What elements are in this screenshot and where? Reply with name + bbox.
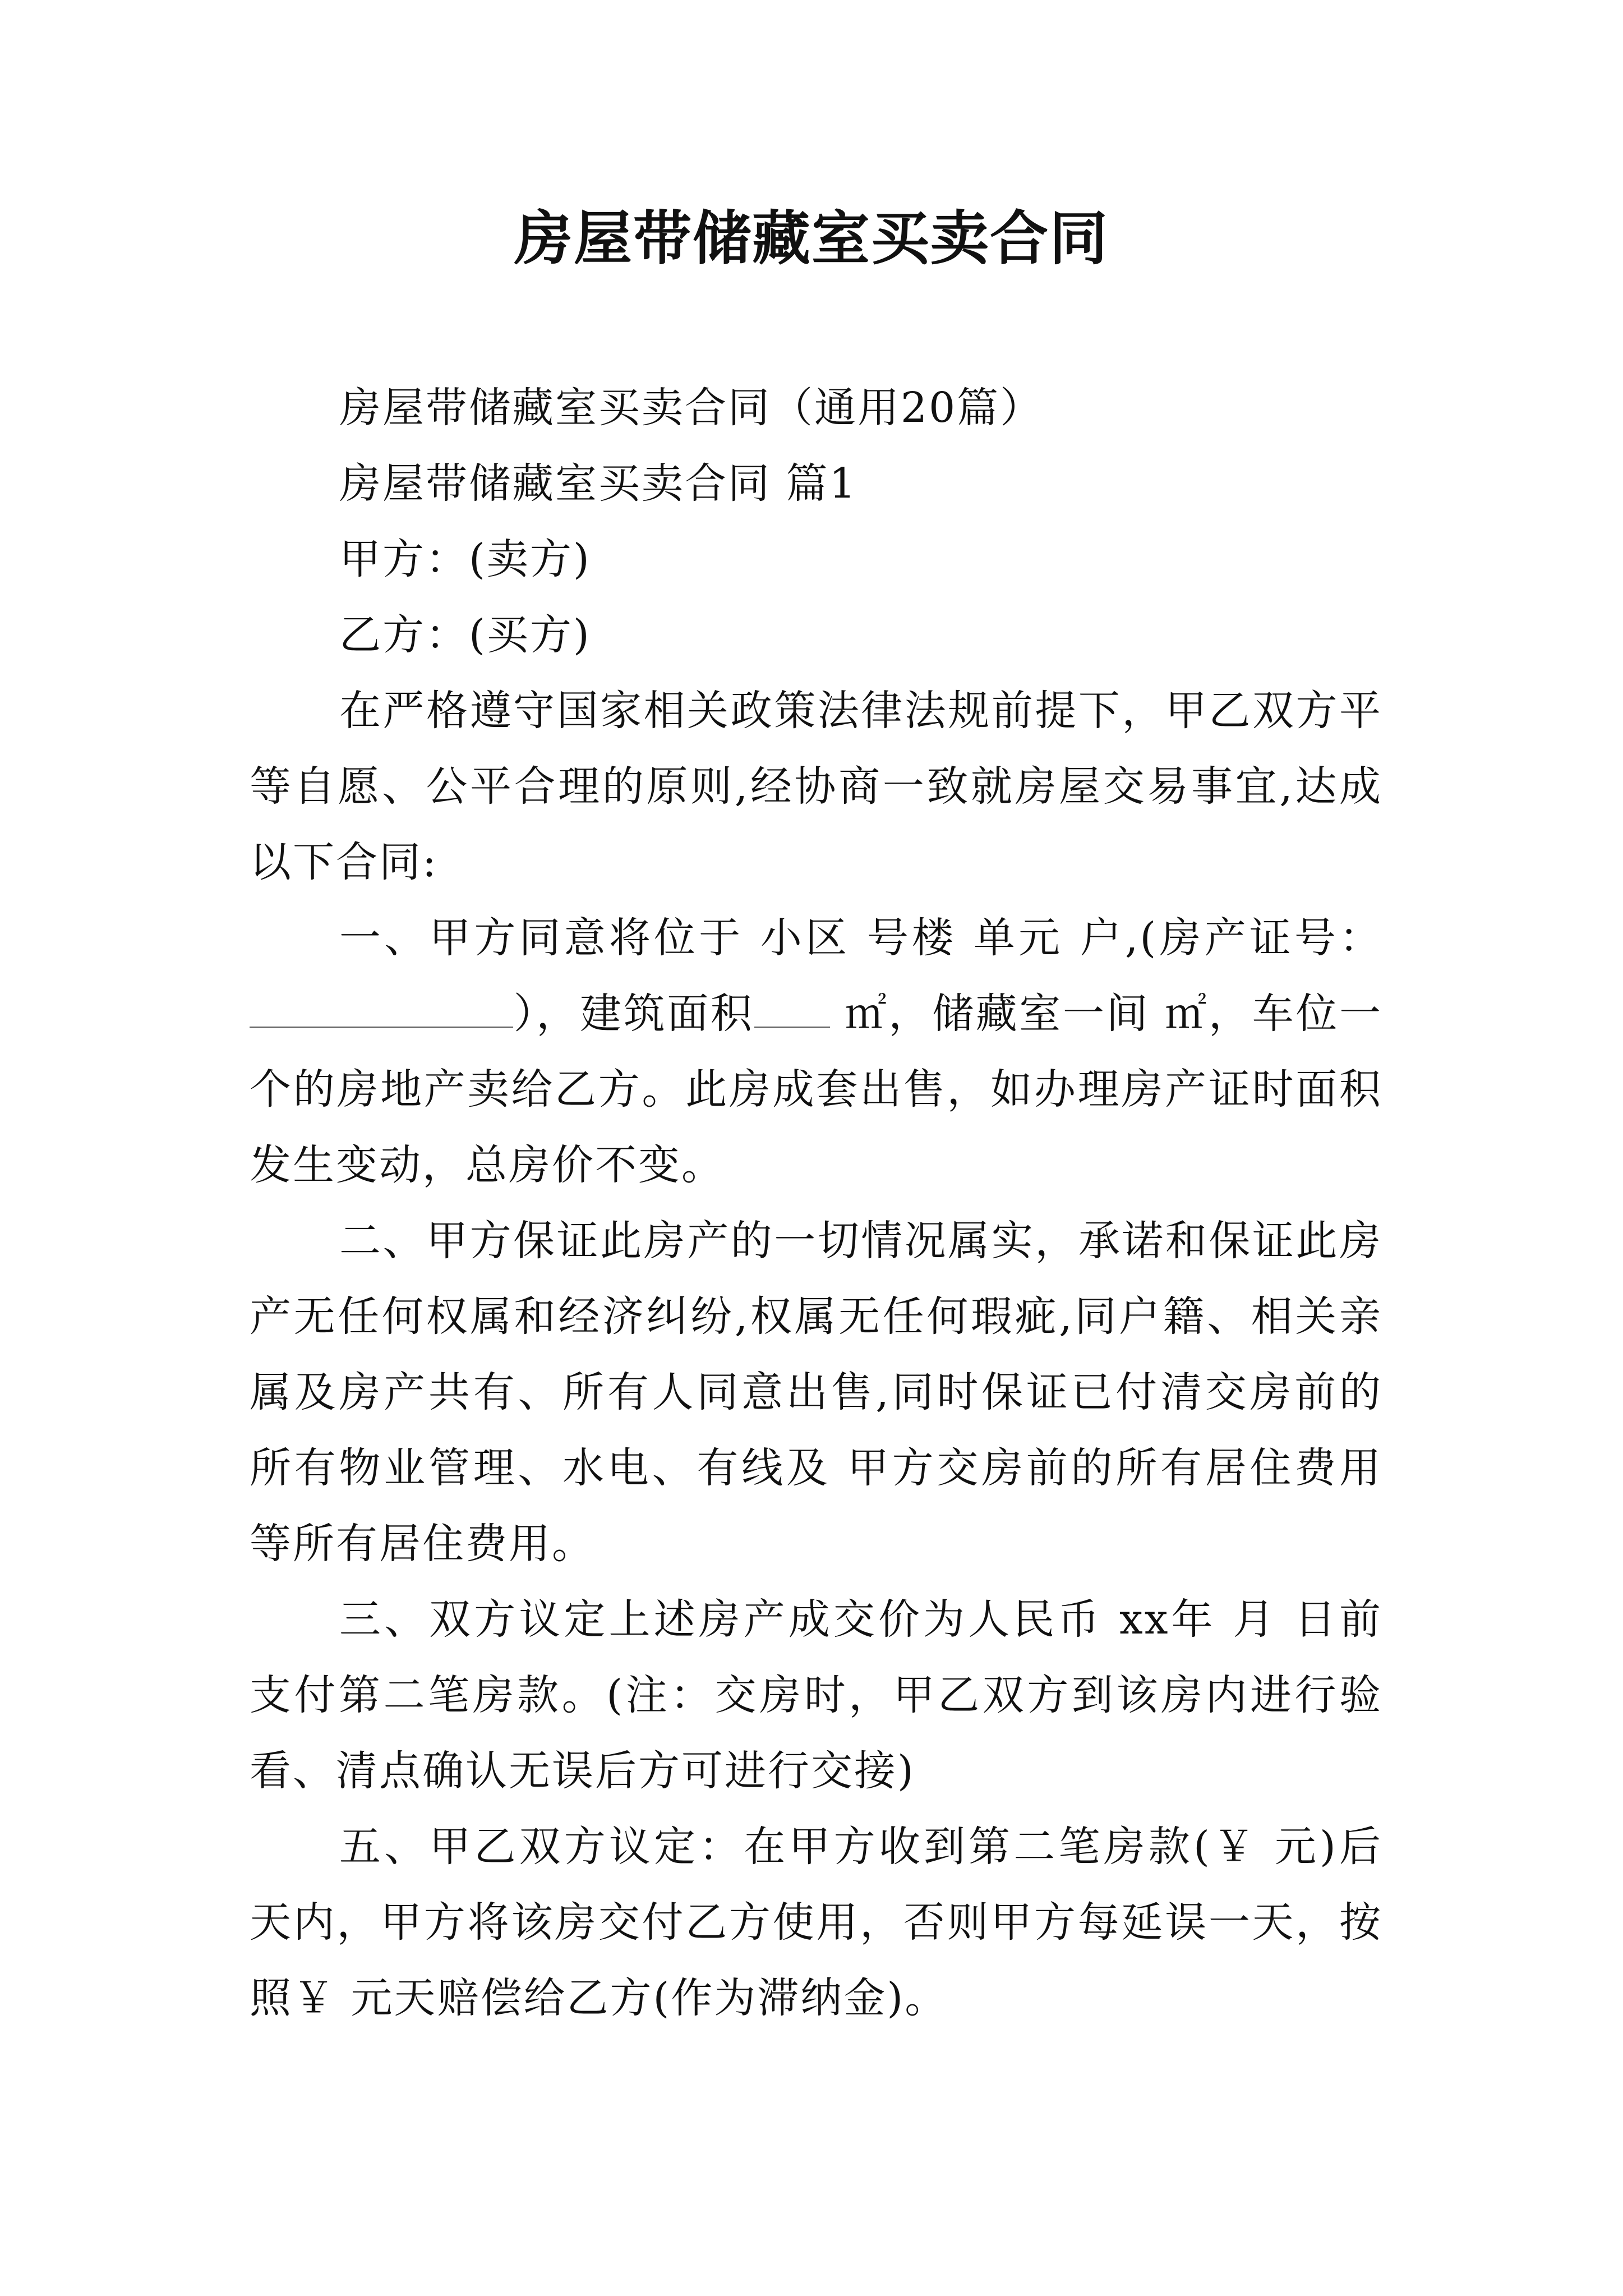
clause-1-text-start: 一、甲方同意将位于 小区 号楼 单元 户,(房产证号： (339, 914, 1382, 962)
document-subtitle: 房屋带储藏室买卖合同（通用20篇） (339, 384, 1044, 432)
clause-5-paragraph: 五、甲乙双方议定：在甲方收到第二笔房款(￥ 元)后 天内，甲方将该房交付乙方使用，否则甲方每延误一天，按照￥ 元天赔偿给乙方(作为滞纳金)。 (250, 1823, 1382, 2022)
area-blank (754, 992, 830, 1028)
intro-paragraph: 在严格遵守国家相关政策法律法规前提下，甲乙双方平等自愿、公平合理的原则,经协商一致就房屋交易事宜,达成以下合同: (250, 687, 1382, 886)
certificate-number-blank (250, 992, 513, 1028)
clause-2-paragraph: 二、甲方保证此房产的一切情况属实，承诺和保证此房产无任何权属和经济纠纷,权属无任何瑕疵,同户籍、相关亲属及房产共有、所有人同意出售,同时保证已付清交房前的所有物业管理、水电、有线及 甲方交房前的所有居住费用等所有居住费用。 (250, 1217, 1382, 1568)
clause-3-paragraph: 三、双方议定上述房产成交价为人民币 xx年 月 日前支付第二笔房款。(注：交房时，甲乙双方到该房内进行验看、清点确认无误后方可进行交接) (250, 1595, 1382, 1795)
clause-1-paragraph (250, 900, 1382, 1203)
clause-1-text-end: ㎡，储藏室一间 ㎡，车位一个的房地产卖给乙方。此房成套出售，如办理房产证时面积发生变动，总房价不变。 (250, 990, 1382, 1189)
clause-1-text-middle: ），建筑面积 (513, 990, 754, 1038)
party-b-line: 乙方：(买方) (339, 611, 591, 659)
section-heading: 房屋带储藏室买卖合同 篇1 (339, 459, 857, 508)
document-title: 房屋带储藏室买卖合同 (514, 204, 1109, 273)
party-a-line: 甲方：(卖方) (339, 535, 591, 583)
document-body (250, 370, 1382, 2036)
